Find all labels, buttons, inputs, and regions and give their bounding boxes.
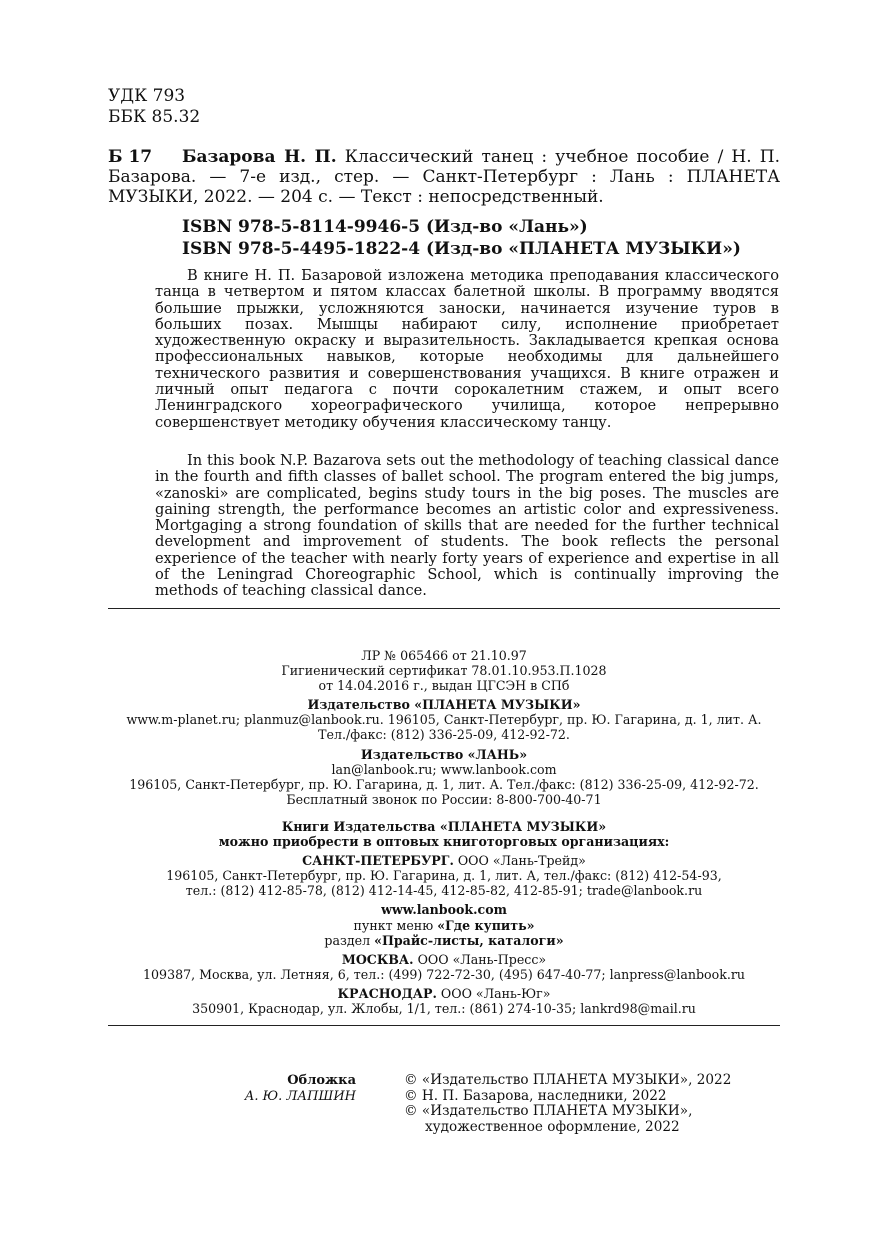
hygiene-issued: от 14.04.2016 г., выдан ЦГСЭН в СПб [318, 678, 570, 694]
spb-org: ООО «Лань-Трейд» [457, 853, 586, 869]
spb-phones: тел.: (812) 412-85-78, (812) 412-14-45, 412-85-82, 412-85-91; trade@lanbook.ru [185, 883, 703, 899]
divider-bottom [108, 1025, 780, 1026]
online-site: www.lanbook.com [381, 902, 507, 918]
menu-item: «Где купить» [437, 917, 535, 933]
cover-designer: А. Ю. ЛАПШИН [244, 1088, 356, 1104]
krasnodar-address: 350901, Краснодар, ул. Жлобы, 1/1, тел.: (861) 274-10-35; lankrd98@mail.ru [192, 1000, 696, 1016]
annotation-english: In this book N.P. Bazarova sets out the methodology of teaching classical dance in the fourth and fifth classes of ballet school. The program entered the big jumps, «zanoski» are complicated, begins study tours in the big poses. The muscles are gaining strength, the performance becomes an artistic color and expressiveness. Mortgaging a strong foundation of skills that are needed for the further technical development and improvement of students. The book reflects the personal experience of the teacher with nearly forty years of experience and expertise in all of the Leningrad Choreographic School, which is continually improving the methods of teaching classical dance. [155, 452, 779, 600]
bbk-code: ББК 85.32 [108, 107, 201, 127]
section-item: «Прайс-листы, каталоги» [374, 932, 564, 948]
lan-publisher-name: Издательство «ЛАНЬ» [360, 746, 528, 762]
copyright-design-cont: художественное оформление, 2022 [425, 1118, 680, 1135]
krasnodar-city: КРАСНОДАР. [337, 985, 437, 1001]
isbn-lan: ISBN 978-5-8114-9946-5 (Изд-во «Лань») [182, 217, 588, 237]
annotation-russian: В книге Н. П. Базаровой изложена методика преподавания классического танца в четвертом и пятом классах балетной школы. В программу вводятся большие прыжки, усложняются заноски, начинается изучение туров в больших позах. Мышцы набирают силу, исполнение приобретает художественную окраску и выразительность. Закладывается крепкая основа профессиональных навыков, которые необходимы для дальнейшего технического развития и совершенствования учащихся. В книге отражен и личный опыт педагога с почти сорокалетним стажем, и опыт всего Ленинградского хореографического училища, которое непрерывно совершенствует методику обучения классическому танцу. [155, 267, 779, 431]
moscow-address: 109387, Москва, ул. Летняя, 6, тел.: (499) 722-72-30, (495) 647-40-77; lanpress@lanbook.ru [143, 966, 745, 982]
planeta-address: www.m-planet.ru; planmuz@lanbook.ru. 196105, Санкт-Петербург, пр. Ю. Гагарина, д. 1, лит. А. [126, 712, 762, 728]
isbn-block [182, 216, 741, 260]
krasnodar-org: ООО «Лань-Юг» [440, 985, 551, 1001]
spb-city: САНКТ-ПЕТЕРБУРГ. [302, 853, 454, 869]
buy-heading-2: можно приобрести в оптовых книготорговых организациях: [218, 834, 670, 850]
bibliographic-description [108, 147, 780, 207]
planeta-phone: Тел./факс: (812) 336-25-09, 412-92-72. [318, 727, 570, 743]
spb-address: 196105, Санкт-Петербург, пр. Ю. Гагарина, д. 1, лит. А, тел./факс: (812) 412-54-93, [166, 868, 722, 884]
author-mark: Б 17 [108, 147, 153, 167]
copyright-publisher: © «Издательство ПЛАНЕТА МУЗЫКИ», 2022 [404, 1072, 732, 1088]
udk-code: УДК 793 [108, 86, 186, 106]
lan-web: lan@lanbook.ru; www.lanbook.com [331, 761, 557, 777]
buy-heading-1: Книги Издательства «ПЛАНЕТА МУЗЫКИ» [281, 818, 607, 834]
copyright-block [404, 1073, 784, 1135]
planeta-publisher-name: Издательство «ПЛАНЕТА МУЗЫКИ» [307, 697, 581, 713]
lan-address: 196105, Санкт-Петербург, пр. Ю. Гагарина, д. 1, лит. А. Тел./факс: (812) 336-25-09, 412-92-72. [129, 776, 759, 792]
cover-title: Обложка [287, 1073, 356, 1088]
section-prefix: раздел [324, 932, 371, 948]
isbn-planeta: ISBN 978-5-4495-1822-4 (Изд-во «ПЛАНЕТА МУЗЫКИ») [182, 239, 741, 259]
hygiene-certificate: Гигиенический сертификат 78.01.10.953.П.1028 [281, 663, 607, 679]
lan-hotline: Бесплатный звонок по России: 8-800-700-40-71 [286, 791, 602, 807]
cover-credit [200, 1073, 356, 1104]
description-text: Классический танец : учебное пособие / Н. П. Базарова. — 7-е изд., стер. — Санкт-Петербург : Лань : ПЛАНЕТА МУЗЫКИ, 2022. — 204 с. — Текст : непосредственный. [108, 147, 780, 207]
copyright-author: © Н. П. Базарова, наследники, 2022 [404, 1087, 667, 1104]
imprint-block [108, 648, 780, 1016]
moscow-org: ООО «Лань-Пресс» [417, 951, 547, 967]
divider-top [108, 608, 780, 609]
bibliographic-record [108, 147, 780, 207]
copyright-design: © «Издательство ПЛАНЕТА МУЗЫКИ», [404, 1103, 693, 1119]
license-number: ЛР № 065466 от 21.10.97 [361, 648, 527, 663]
menu-prefix: пункт меню [353, 917, 434, 933]
moscow-city: МОСКВА. [341, 951, 414, 967]
author-name: Базарова Н. П. [182, 147, 337, 167]
classification-block [108, 86, 200, 128]
